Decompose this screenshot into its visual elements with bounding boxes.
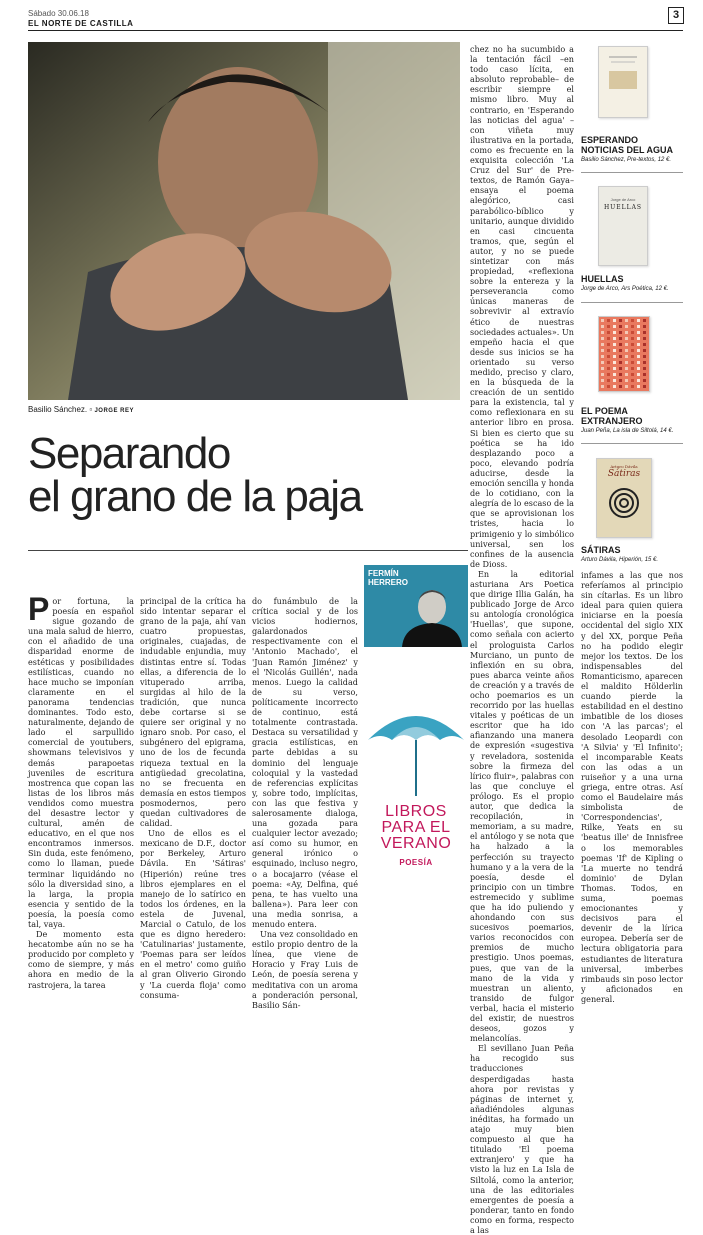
photo-credit: JORGE REY (94, 408, 134, 414)
publication-name: EL NORTE DE CASTILLA (28, 19, 134, 28)
book-meta: Basilio Sánchez, Pre-textos, 12 €. (581, 157, 672, 163)
promo-line-1: LIBROS (385, 803, 447, 820)
paragraph: De momento esta hecatombe aún no se ha producido por completo y como de siempre, y más ahora en medio de la rastrojera, la tarea (28, 929, 134, 990)
promo-line-3: VERANO (380, 835, 452, 852)
paragraph: principal de la crítica ha sido intentar separar el grano de la paja, ahí van cuatro propuestas, originales, cuajadas, de indudable enjundia, muy distintas entre sí. Todas ellas, a diferencia de lo vituperado arriba, surgidas al hilo de la tradición, que nunca debe cortarse si se quiere ser original y no ignaro snob. Por caso, el subgénero del epigrama, uno de los de fecunda riqueza textual en la antigüedad grecolatina, no se frecuenta en demasía en estos tiempos posmodernos, pero quedan cultivadores de calidad. (140, 596, 246, 829)
headline (28, 429, 468, 521)
article-column-4 (470, 44, 574, 1235)
book-title: SÁTIRAS (581, 545, 621, 555)
spiral-icon (597, 481, 651, 531)
author-box (364, 565, 468, 647)
drop-cap: P (28, 591, 50, 627)
umbrella-icon (364, 700, 468, 800)
article-column-1 (28, 591, 134, 990)
paragraph: or fortuna, la poesía en español sigue gozando de una mala salud de hierro, con el añadido de una disparidad enorme de estéticas y posibilidades estilísticas, cuando no hace mucho se imponían claramente en el panorama tendencias dominantes. Todo esto, naturalmente, dejando de lado el sarpullido comercial de youtubers, showmans televisivos y demás parapoetas juveniles de escritura mostrenca que copan las listas de los libros más vendidos como muestra del desastre lector y cultural, amén de educativo, en el que nos encontramos inmersos. Sin duda, este fenómeno, como lo llaman, puede terminar liquidándo no sólo la diversidad sino, a la larga, la propia esencia y sentido de la poesía, la poesía como tal, vaya. (28, 596, 134, 929)
paragraph: chez no ha sucumbido a la tentación fácil –en todo caso lícita, en absoluto reprobable– de escribir siempre el mismo libro. Muy al contrario, en 'Esperando las noticias del agua' –con viñeta muy ilustrativa en la portada, como es frecuente en la exquisita colección 'La Cruz del Sur' de Pre-textos, de Ramón Gaya– ensaya el poema alegórico, casi parabólico-bíblico y unitario, aunque dividido en casi cincuenta tramos, que, según el autor, y no se puede sintetizar con más propiedad, «reflexiona sobre la entereza y la perseverancia como únicas maneras de sobrevivir al extravío ético de nuestras sociedades actuales». Un empeño hacia el que desde sus inicios se ha orientado su verso medido, preciso y claro, en la búsqueda de la creación de un sentido para la existencia, tal y como reflexionara en su anterior libro en prosa. Si bien es cierto que su poética se ha ido desplazando poco a poco, elevando podría aducirse, desde la emoción sencilla y honda de lo cotidiano, con la alegría de lo escaso de la que se aprovisionan los tristes, hacia lo primigenio y lo simbólico universal, sen los confines de la ausencia de Dioss. (470, 44, 574, 569)
sidebar-rule (581, 443, 683, 444)
caption-text: Basilio Sánchez. (28, 405, 88, 414)
paragraph: Una vez consolidado en estilo propio dentro de la línea, que viene de Horacio y Fray Luis de León, de poesía serena y meditativa con un aroma a ponderación personal, Basilio Sán- (252, 929, 358, 1010)
issue-date: Sábado 30.06.18 (28, 9, 89, 18)
book-meta: Juan Peña, La isla de Siltolá, 14 €. (581, 428, 674, 434)
author-last-name: HERRERO (368, 578, 409, 587)
header-rule (28, 30, 683, 31)
cover-author: Jorge de Arco (610, 197, 636, 202)
sidebar-rule (581, 172, 683, 173)
cover-title: Sátiras (607, 469, 641, 479)
book-title: ESPERANDO NOTICIAS DEL AGUA (581, 135, 674, 155)
camera-icon: ▫ (89, 405, 93, 414)
paragraph: Uno de ellos es el mexicano de D.F., doctor por Berkeley, Arturo Dávila. En 'Sátiras' (Hiperión) reúne tres libros ejemplares en el manejo de lo satírico en todos los órdenes, en la estela de Juvenal, Marcial o Catulo, de los que es digno heredero: 'Catulinarias' justamente, 'Poemas para ser leídos en el metro' como guiño al gran Oliverio Girondo y 'La cuerda floja' como consuma- (140, 828, 246, 1000)
author-photo (28, 42, 460, 400)
book-cover-satiras (596, 458, 652, 538)
paragraph: do funámbulo de la crítica social y de los vicios hodiernos, galardonados respectivamente con el 'Antonio Machado', el 'Juan Ramón Jiménez' y el 'Nicolás Guillén', nada menos. Luego la calidad de su verso, políticamente incorrecto de continuo, está totalmente contrastada. Destaca su versatilidad y gracia estilísticas, en parte debidas a su dominio del lenguaje coloquial y la vastedad de referencias explícitas y, sobre todo, implícitas, con las que festiva y salerosamente dialoga, una gozada para cualquier lector avezado; así como su humor, en general irónico o esquinado, incluso negro, o a bocajarro (véase el poema: «Ay, Delfina, qué pena, te has vuelto una ballena»). Para leer con una media sonrisa, a menudo entera. (252, 596, 358, 929)
headline-rule (28, 550, 468, 551)
book-cover-huellas (598, 186, 648, 266)
page-number: 3 (668, 7, 684, 24)
book-title: EL POEMA EXTRANJERO (581, 406, 643, 426)
paragraph: El sevillano Juan Peña ha recogido sus traducciones desperdigadas hasta ahora por revistas y páginas de internet y, añadiéndoles algunas inéditas, ha formado un atajo muy bien compuesto al que ha titulado 'El poema extranjero' y que ha visto la luz en La Isla de Siltolá, como la anterior, una de las editoriales emergentes de poesía a ponderar, tanto en fondo como en forma, respecto a las (470, 1043, 574, 1235)
author-photo-icon (364, 565, 468, 647)
book-entry-3 (581, 406, 683, 434)
article-column-2 (140, 596, 246, 1000)
headline-line-1: Separando (28, 429, 230, 478)
book-entry-4 (581, 545, 683, 563)
promo-line-2: PARA EL (381, 819, 451, 836)
cover-title: HUELLAS (603, 204, 643, 211)
book-entry-2 (581, 274, 683, 292)
author-first-name: FERMÍN (368, 569, 399, 578)
author-portrait-illustration (28, 42, 460, 400)
paragraph: infames a las que nos referíamos al principio sin cítarlas. Es un libro ideal para quien quiera iniciarse en la poesía occidental del siglo XIX y del XX, porque Peña no ha podido elegir mejor los textos. De los indispensables del Romanticismo, aparecen el maldito Hölderlin cuando pierde la estabilidad en el destino imbatible de los dioses con 'A las parcas'; el desolado Leopardi con 'A Silvia' y 'El Infinito'; el incomparable Keats con las odas a un ruiseñor y a una urna griega, entre otras. Así como el Baudelaire más simbolista de 'Correspondencias', Rilke, Yeats en su 'beatus ille' de Innisfree o los memorables poemas 'If' de Kipling o 'La muerte no tendrá dominio' de Dylan Thomas. Todos, en suma, poemas emocionantes y decisivos para el devenir de la lírica europea. Debería ser de lectura obligatoria para estudiantes de literatura universal, imberbes rimbauds sin poso lector y aficionados en general. (581, 570, 683, 1004)
book-meta: Arturo Dávila, Hiperión, 15 €. (581, 557, 659, 563)
article-column-5 (581, 570, 683, 1004)
book-cover-esperando (598, 46, 648, 118)
promo-subtitle: POESÍA (399, 858, 433, 867)
article-column-3 (252, 596, 358, 1010)
promo-title (364, 804, 468, 852)
photo-caption (28, 405, 134, 414)
book-cover-poema-extranjero (598, 316, 650, 392)
headline-line-2: el grano de la paja (28, 472, 362, 521)
book-entry-1 (581, 135, 683, 163)
book-title: HUELLAS (581, 274, 624, 284)
cover-author: Arturo Dávila (610, 464, 638, 469)
book-meta: Jorge de Arco, Ars Poética, 12 €. (581, 286, 669, 292)
sidebar-rule (581, 302, 683, 303)
paragraph: En la editorial asturiana Ars Poetica que dirige Illia Galán, ha publicado Jorge de Arco su antología cronológica 'Huellas', que supone, como señala con acierto el prologuista Carlos Murciano, un punto de inflexión en su obra, pues abarca veinte años de creación y a través de ocho poemarios es un recorrido por las huellas vitales y poéticas de un escritor que ha ido afianzando una manera de expresión «sugestiva y reveladora, sostenida sobre la firmeza del lírico fluir», palabras con las que concluye el prólogo. Es el propio autor, que dedica la recopilación, in memoriam, a su madre, el antólogo y se nota que ha halzado a la perfección su trayecto humano y a la vera de la poesía, desde el principio con un timbre estremecido y sublime que ha ido puliendo y ahondando con sus sucesivos poemarios, varios reconocidos con premios de mucho prestigio. Unos poemas, pues, que van de la mano de la vida y muestran un aliento, transido de fulgor verbal, hacia el misterio del existir, de nuestros deseos, gozos y melancolías. (470, 568, 574, 1044)
